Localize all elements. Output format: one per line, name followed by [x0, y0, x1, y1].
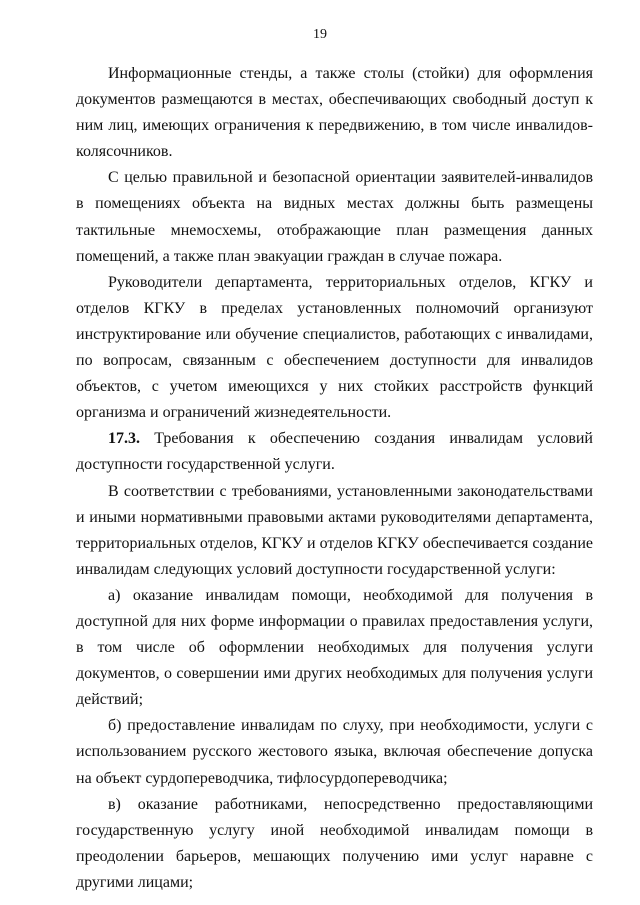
page-number: 19	[313, 27, 327, 42]
paragraph-staff-instruction: Руководители департамента, территориальных отделов, КГКУ и отделов КГКУ в пределах установленных полномочий организуют инструктирование или обучение специалистов, работающих с инвалидами, по вопросам, связанным с обеспечением доступности для инвалидов объектов, с учетом имеющихся у них стойких расстройств функций организма и ограничений жизнедеятельности.	[76, 273, 593, 422]
list-item-a: а) оказание инвалидам помощи, необходимой для получения в доступной для них форме информации о правилах предоставления услуги, в том числе об оформлении необходимых для получения услуги документов, о совершении ими других необходимых для получения услуги действий;	[76, 586, 593, 709]
paragraph-section-17-3	[76, 426, 593, 478]
paragraph-tactile-schemes: С целью правильной и безопасной ориентации заявителей-инвалидов в помещениях объекта на видных местах должны быть размещены тактильные мнемосхемы, отображающие план размещения данных помещений, а также план эвакуации граждан в случае пожара.	[76, 169, 593, 265]
paragraph-conditions-intro: В соответствии с требованиями, установленными законодательствами и иными нормативными правовыми актами руководителями департамента, территориальных отделов, КГКУ и отделов КГКУ обеспечивается создание инвалидам следующих условий доступности государственной услуги:	[76, 482, 593, 578]
document-body	[76, 61, 593, 896]
list-item-v: в) оказание работниками, непосредственно предоставляющими государственную услугу иной необходимой инвалидам помощи в преодолении барьеров, мешающих получению ими услуг наравне с другими лицами;	[76, 795, 593, 891]
section-number: 17.3.	[108, 430, 140, 448]
section-heading-text: Требования к обеспечению создания инвалидам условий доступности государственной услуги.	[76, 430, 593, 474]
list-item-b: б) предоставление инвалидам по слуху, при необходимости, услуги с использованием русского жестового языка, включая обеспечение допуска на объект сурдопереводчика, тифлосурдопереводчика;	[76, 717, 593, 787]
paragraph-info-stands: Информационные стенды, а также столы (стойки) для оформления документов размещаются в местах, обеспечивающих свободный доступ к ним лиц, имеющих ограничения к передвижению, в том числе инвалидов-колясочников.	[76, 65, 593, 161]
